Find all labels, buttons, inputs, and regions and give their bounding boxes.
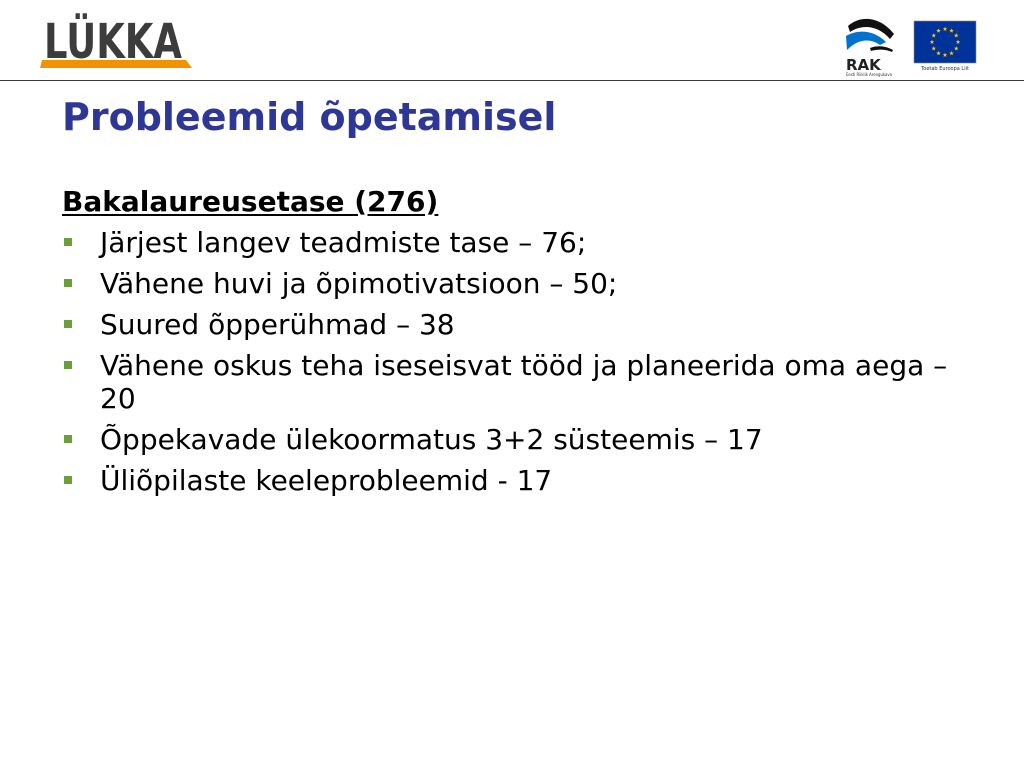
lukka-logo-icon bbox=[40, 12, 224, 72]
list-item bbox=[62, 308, 960, 341]
green-square-bullet-icon bbox=[64, 361, 72, 369]
slide-title: Probleemid õpetamisel bbox=[62, 95, 557, 139]
list-item bbox=[62, 464, 960, 497]
list-item-text: Õppekavade ülekoormatus 3+2 süsteemis – 17 bbox=[100, 423, 763, 456]
list-item bbox=[62, 349, 960, 415]
bullet-list bbox=[62, 226, 960, 497]
green-square-bullet-icon bbox=[64, 320, 72, 328]
green-square-bullet-icon bbox=[64, 435, 72, 443]
lukka-logo-text: LÜKKA bbox=[44, 14, 224, 70]
list-item-text: Vähene oskus teha iseseisvat tööd ja planeerida oma aega – 20 bbox=[100, 349, 948, 415]
list-item-text: Vähene huvi ja õpimotivatsioon – 50; bbox=[100, 267, 618, 300]
list-item bbox=[62, 226, 960, 259]
green-square-bullet-icon bbox=[64, 279, 72, 287]
eu-flag-caption: Toetab Euroopa Liit bbox=[921, 66, 969, 72]
green-square-bullet-icon bbox=[64, 238, 72, 246]
list-item-text: Suured õpperühmad – 38 bbox=[100, 308, 455, 341]
slide-content bbox=[62, 184, 962, 505]
list-item bbox=[62, 267, 960, 300]
eu-flag-icon bbox=[910, 18, 980, 74]
header-divider bbox=[0, 80, 1024, 81]
rak-logo-icon bbox=[840, 12, 900, 80]
list-item bbox=[62, 423, 960, 456]
rak-logo-subtitle: Eesti Riiklik Arengukava bbox=[846, 73, 901, 78]
list-item-text: Järjest langev teadmiste tase – 76; bbox=[100, 226, 587, 259]
green-square-bullet-icon bbox=[64, 476, 72, 484]
slide-subheading: Bakalaureusetase (276) bbox=[62, 185, 439, 218]
list-item-text: Üliõpilaste keeleprobleemid - 17 bbox=[100, 464, 553, 497]
rak-logo-text: RAK bbox=[846, 56, 881, 74]
rak-swoosh-black-lower bbox=[870, 46, 893, 52]
